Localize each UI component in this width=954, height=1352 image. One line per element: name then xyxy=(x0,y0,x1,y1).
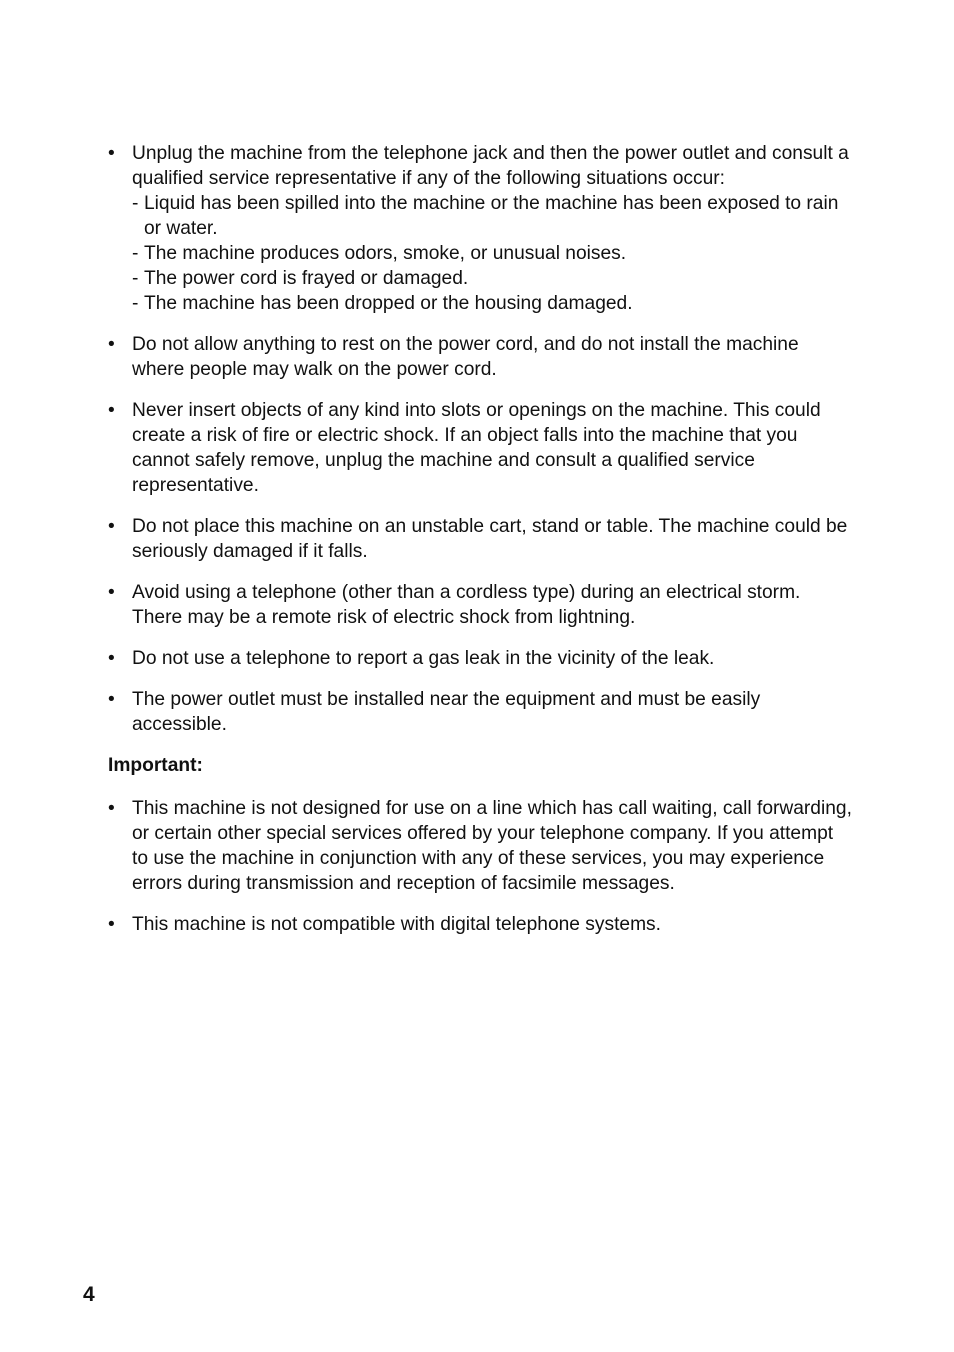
sub-list-item xyxy=(132,291,854,316)
list-item xyxy=(108,687,854,737)
list-item-text: The power outlet must be installed near the equipment and must be easily accessible. xyxy=(132,689,761,735)
sub-list xyxy=(132,191,854,316)
sub-list-item xyxy=(132,241,854,266)
bullet-icon: • xyxy=(108,914,115,935)
list-item-text: Do not allow anything to rest on the power cord, and do not install the machine where people may walk on the power cord. xyxy=(132,334,799,380)
bullet-icon: • xyxy=(108,143,115,164)
list-item-text: This machine is not compatible with digital telephone systems. xyxy=(132,914,661,935)
safety-instructions-list xyxy=(108,141,854,737)
list-item-text: This machine is not designed for use on a line which has call waiting, call forwarding, or certain other special services offered by your telephone company. If you attempt to use the machine in conjunction with any of these services, you may experience errors during transmission and reception of facsimile messages. xyxy=(132,798,852,894)
list-item-text: Do not place this machine on an unstable cart, stand or table. The machine could be seriously damaged if it falls. xyxy=(132,516,848,562)
sub-list-item-text: The machine has been dropped or the housing damaged. xyxy=(144,293,633,314)
list-item xyxy=(108,646,854,671)
bullet-icon: • xyxy=(108,689,115,710)
bullet-icon: • xyxy=(108,516,115,537)
bullet-icon: • xyxy=(108,582,115,603)
sub-list-item-text: The power cord is frayed or damaged. xyxy=(144,268,469,289)
dash-marker: - xyxy=(132,243,139,264)
list-item xyxy=(108,912,854,937)
bullet-icon: • xyxy=(108,648,115,669)
bullet-icon: • xyxy=(108,400,115,421)
list-item-text: Avoid using a telephone (other than a cordless type) during an electrical storm. There may be a remote risk of electric shock from lightning. xyxy=(132,582,801,628)
list-item xyxy=(108,580,854,630)
list-item xyxy=(108,514,854,564)
sub-list-item xyxy=(132,266,854,291)
list-item-text: Never insert objects of any kind into slots or openings on the machine. This could create a risk of fire or electric shock. If an object falls into the machine that you cannot safely remove, unplug the machine and consult a qualified service representative. xyxy=(132,400,821,496)
sub-list-item-text: Liquid has been spilled into the machine or the machine has been exposed to rain or water. xyxy=(144,193,839,239)
list-item xyxy=(108,398,854,498)
dash-marker: - xyxy=(132,193,139,214)
important-list xyxy=(108,796,854,937)
dash-marker: - xyxy=(132,268,139,289)
sub-list-item-text: The machine produces odors, smoke, or unusual noises. xyxy=(144,243,627,264)
dash-marker: - xyxy=(132,293,139,314)
list-item xyxy=(108,796,854,896)
list-item xyxy=(108,141,854,316)
list-item-text: Unplug the machine from the telephone jack and then the power outlet and consult a qualified service representative if any of the following situations occur: xyxy=(132,143,849,189)
page-content xyxy=(108,141,854,953)
important-heading: Important: xyxy=(108,755,203,776)
page-number: 4 xyxy=(83,1283,95,1306)
list-item-text: Do not use a telephone to report a gas leak in the vicinity of the leak. xyxy=(132,648,715,669)
bullet-icon: • xyxy=(108,798,115,819)
sub-list-item xyxy=(132,191,854,241)
list-item xyxy=(108,332,854,382)
bullet-icon: • xyxy=(108,334,115,355)
